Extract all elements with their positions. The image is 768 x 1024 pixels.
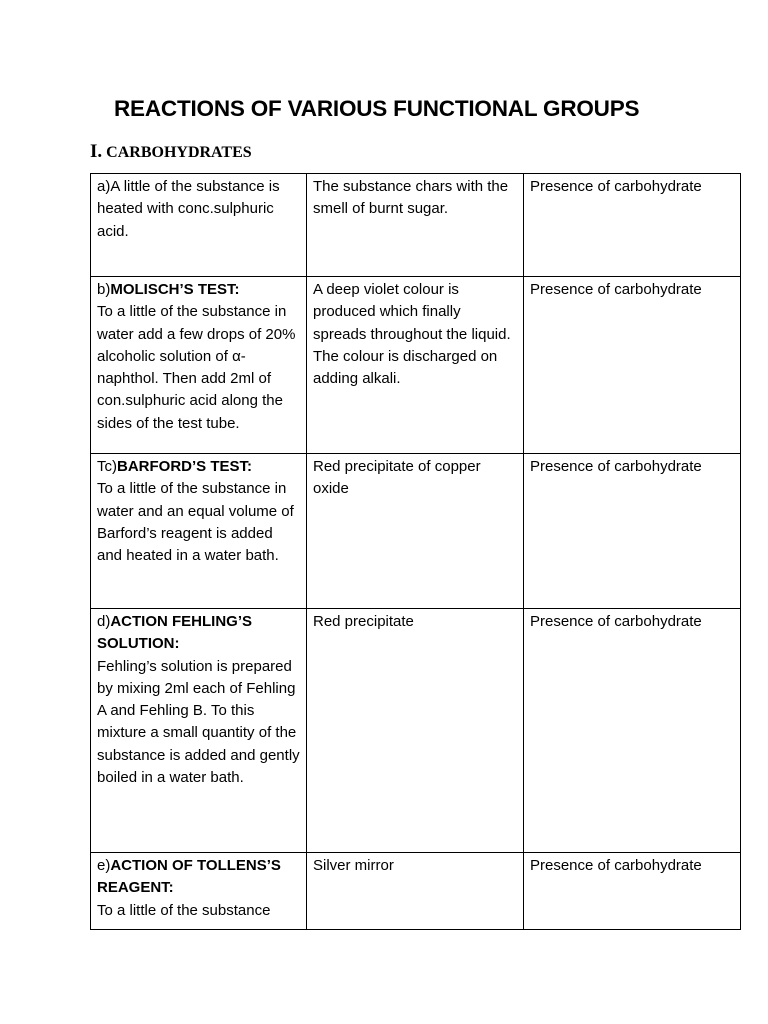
table-row: [91, 853, 741, 930]
procedure-cell: [91, 853, 307, 930]
procedure-cell: [91, 454, 307, 609]
procedure-text: To a little of the substance in water add a few drops of 20% alcoholic solution of α-naphthol. Then add 2ml of con.sulphuric acid along the sides of the test tube.: [97, 303, 296, 432]
table-row: [91, 277, 741, 454]
inference-cell: Presence of carbohydrate: [524, 277, 741, 454]
procedure-cell: [91, 277, 307, 454]
procedure-text: To a little of the substance in water and an equal volume of Barford’s reagent is added and heated in a water bath.: [97, 480, 294, 565]
inference-cell: Presence of carbohydrate: [524, 609, 741, 853]
table-row: [91, 174, 741, 277]
inference-cell: Presence of carbohydrate: [524, 174, 741, 277]
procedure-cell: [91, 174, 307, 277]
procedure-text: To a little of the substance: [97, 901, 271, 919]
procedure-text: Fehling’s solution is prepared by mixing 2ml each of Fehling A and Fehling B. To this mixture a small quantity of the substance is added and gently boiled in a water bath.: [97, 657, 300, 787]
observation-cell: Red precipitate: [307, 609, 524, 853]
section-numeral: I.: [90, 141, 103, 162]
test-prefix: e): [97, 857, 111, 874]
observation-cell: A deep violet colour is produced which finally spreads throughout the liquid. The colour is discharged on adding alkali.: [307, 277, 524, 454]
observation-cell: The substance chars with the smell of burnt sugar.: [307, 174, 524, 277]
test-prefix: Tc): [97, 458, 117, 475]
test-name: BARFORD’S TEST:: [117, 458, 252, 475]
test-prefix: a): [97, 178, 111, 195]
test-name: MOLISCH’S TEST:: [110, 281, 240, 298]
observation-cell: Silver mirror: [307, 853, 524, 930]
section-name: CARBOHYDRATES: [106, 144, 252, 161]
test-prefix: b): [97, 281, 111, 298]
inference-cell: Presence of carbohydrate: [524, 454, 741, 609]
document-title: REACTIONS OF VARIOUS FUNCTIONAL GROUPS: [114, 96, 640, 121]
section-heading: [90, 141, 252, 163]
table-row: [91, 454, 741, 609]
test-name: ACTION FEHLING’S SOLUTION:: [97, 613, 253, 653]
procedure-cell: [91, 609, 307, 853]
inference-cell: Presence of carbohydrate: [524, 853, 741, 930]
test-prefix: d): [97, 613, 111, 630]
observation-cell: Red precipitate of copper oxide: [307, 454, 524, 609]
tests-table: [90, 173, 741, 930]
table-row: [91, 609, 741, 853]
procedure-text: A little of the substance is heated with conc.sulphuric acid.: [97, 178, 280, 240]
test-name: ACTION OF TOLLENS’S REAGENT:: [97, 857, 281, 897]
